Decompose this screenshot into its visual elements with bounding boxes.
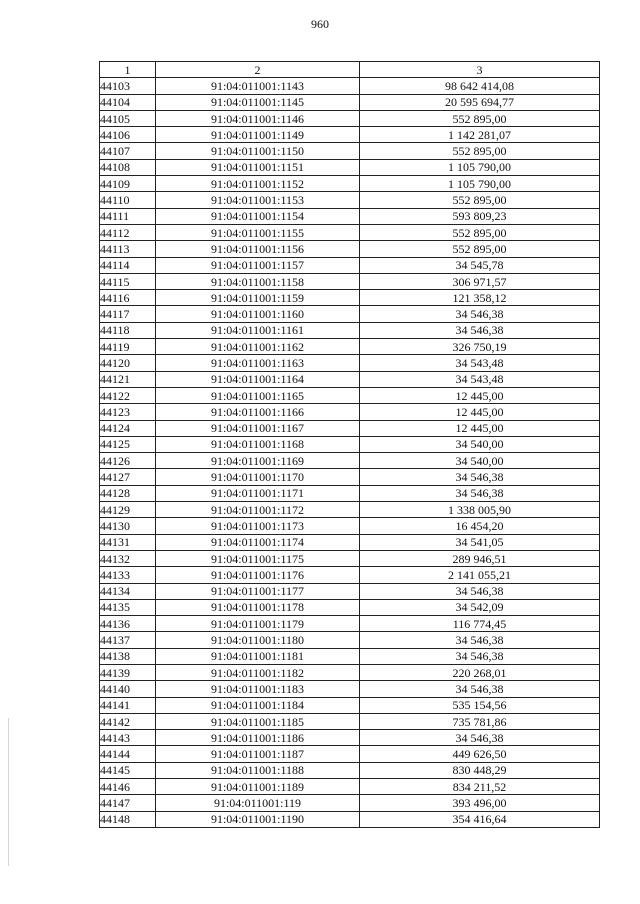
table-row [100,371,600,387]
table-row [100,762,600,778]
cadastral-number-cell: 91:04:011001:1169 [156,453,360,469]
amount-cell: 289 946,51 [360,550,600,566]
row-number-cell: 44111 [100,208,156,224]
table-row [100,697,600,713]
amount-cell: 535 154,56 [360,697,600,713]
table-row [100,127,600,143]
amount-cell: 34 540,00 [360,436,600,452]
column-header-3: 3 [360,62,600,78]
table-row [100,208,600,224]
amount-cell: 34 543,48 [360,355,600,371]
table-row [100,143,600,159]
row-number-cell: 44129 [100,502,156,518]
row-number-cell: 44122 [100,387,156,403]
amount-cell: 593 809,23 [360,208,600,224]
scan-margin-line [8,718,9,866]
table-row [100,648,600,664]
row-number-cell: 44116 [100,290,156,306]
amount-cell: 121 358,12 [360,290,600,306]
cadastral-number-cell: 91:04:011001:1184 [156,697,360,713]
row-number-cell: 44120 [100,355,156,371]
table-row [100,192,600,208]
row-number-cell: 44135 [100,599,156,615]
cadastral-number-cell: 91:04:011001:1183 [156,681,360,697]
row-number-cell: 44106 [100,127,156,143]
amount-cell: 34 545,78 [360,257,600,273]
amount-cell: 20 595 694,77 [360,94,600,110]
row-number-cell: 44125 [100,436,156,452]
cadastral-number-cell: 91:04:011001:1155 [156,224,360,240]
row-number-cell: 44139 [100,664,156,680]
row-number-cell: 44141 [100,697,156,713]
amount-cell: 16 454,20 [360,518,600,534]
amount-cell: 306 971,57 [360,273,600,289]
row-number-cell: 44121 [100,371,156,387]
amount-cell: 34 540,00 [360,453,600,469]
table-row [100,159,600,175]
table-row [100,290,600,306]
row-number-cell: 44138 [100,648,156,664]
amount-cell: 552 895,00 [360,224,600,240]
table-row [100,404,600,420]
table-row [100,110,600,126]
page-number: 960 [311,17,329,31]
table-row [100,681,600,697]
cadastral-number-cell: 91:04:011001:1160 [156,306,360,322]
cadastral-number-cell: 91:04:011001:1180 [156,632,360,648]
cadastral-number-cell: 91:04:011001:1186 [156,730,360,746]
cadastral-number-cell: 91:04:011001:1172 [156,502,360,518]
cadastral-number-cell: 91:04:011001:1162 [156,339,360,355]
row-number-cell: 44145 [100,762,156,778]
row-number-cell: 44105 [100,110,156,126]
cadastral-number-cell: 91:04:011001:1153 [156,192,360,208]
amount-cell: 449 626,50 [360,746,600,762]
cadastral-number-cell: 91:04:011001:1167 [156,420,360,436]
cadastral-number-cell: 91:04:011001:1157 [156,257,360,273]
cadastral-number-cell: 91:04:011001:1161 [156,322,360,338]
cadastral-number-cell: 91:04:011001:1170 [156,469,360,485]
cadastral-number-cell: 91:04:011001:1178 [156,599,360,615]
cadastral-number-cell: 91:04:011001:1143 [156,78,360,94]
table-row [100,583,600,599]
table-row [100,502,600,518]
table-row [100,339,600,355]
row-number-cell: 44128 [100,485,156,501]
row-number-cell: 44114 [100,257,156,273]
row-number-cell: 44113 [100,241,156,257]
table-row [100,518,600,534]
cadastral-number-cell: 91:04:011001:1158 [156,273,360,289]
row-number-cell: 44147 [100,795,156,811]
cadastral-number-cell: 91:04:011001:1166 [156,404,360,420]
cadastral-number-cell: 91:04:011001:1146 [156,110,360,126]
cadastral-number-cell: 91:04:011001:1187 [156,746,360,762]
row-number-cell: 44126 [100,453,156,469]
cadastral-number-cell: 91:04:011001:1156 [156,241,360,257]
cadastral-number-cell: 91:04:011001:1149 [156,127,360,143]
table-row [100,616,600,632]
table-row [100,713,600,729]
row-number-cell: 44140 [100,681,156,697]
amount-cell: 12 445,00 [360,420,600,436]
amount-cell: 34 546,38 [360,469,600,485]
amount-cell: 34 546,38 [360,485,600,501]
cadastral-number-cell: 91:04:011001:1185 [156,713,360,729]
row-number-cell: 44131 [100,534,156,550]
table-row [100,550,600,566]
table-row [100,811,600,827]
cadastral-number-cell: 91:04:011001:1145 [156,94,360,110]
row-number-cell: 44112 [100,224,156,240]
amount-cell: 834 211,52 [360,779,600,795]
row-number-cell: 44146 [100,779,156,795]
amount-cell: 34 546,38 [360,632,600,648]
amount-cell: 34 546,38 [360,306,600,322]
amount-cell: 116 774,45 [360,616,600,632]
table-row [100,730,600,746]
row-number-cell: 44148 [100,811,156,827]
amount-cell: 354 416,64 [360,811,600,827]
table-row [100,355,600,371]
amount-cell: 552 895,00 [360,143,600,159]
cadastral-number-cell: 91:04:011001:1165 [156,387,360,403]
cadastral-number-cell: 91:04:011001:1159 [156,290,360,306]
row-number-cell: 44107 [100,143,156,159]
amount-cell: 34 543,48 [360,371,600,387]
row-number-cell: 44115 [100,273,156,289]
cadastral-number-cell: 91:04:011001:1173 [156,518,360,534]
column-header-2: 2 [156,62,360,78]
amount-cell: 735 781,86 [360,713,600,729]
row-number-cell: 44127 [100,469,156,485]
header-row [100,62,600,78]
cadastral-number-cell: 91:04:011001:1179 [156,616,360,632]
table-row [100,273,600,289]
amount-cell: 34 546,38 [360,730,600,746]
table-row [100,534,600,550]
row-number-cell: 44143 [100,730,156,746]
cadastral-number-cell: 91:04:011001:1150 [156,143,360,159]
cadastral-number-cell: 91:04:011001:1175 [156,550,360,566]
amount-cell: 393 496,00 [360,795,600,811]
amount-cell: 552 895,00 [360,241,600,257]
table-row [100,746,600,762]
cadastral-number-cell: 91:04:011001:1163 [156,355,360,371]
row-number-cell: 44137 [100,632,156,648]
row-number-cell: 44136 [100,616,156,632]
cadastral-number-cell: 91:04:011001:1177 [156,583,360,599]
amount-cell: 34 546,38 [360,583,600,599]
cadastral-number-cell: 91:04:011001:1181 [156,648,360,664]
amount-cell: 34 546,38 [360,681,600,697]
amount-cell: 12 445,00 [360,387,600,403]
table-row [100,78,600,94]
row-number-cell: 44133 [100,567,156,583]
row-number-cell: 44117 [100,306,156,322]
table-row [100,322,600,338]
row-number-cell: 44109 [100,176,156,192]
amount-cell: 1 105 790,00 [360,159,600,175]
cadastral-number-cell: 91:04:011001:1182 [156,664,360,680]
row-number-cell: 44108 [100,159,156,175]
cadastral-number-cell: 91:04:011001:1174 [156,534,360,550]
row-number-cell: 44118 [100,322,156,338]
amount-cell: 12 445,00 [360,404,600,420]
table-row [100,241,600,257]
amount-cell: 1 142 281,07 [360,127,600,143]
amount-cell: 34 541,05 [360,534,600,550]
table-row [100,779,600,795]
data-table [99,61,600,828]
table-row [100,469,600,485]
cadastral-number-cell: 91:04:011001:1171 [156,485,360,501]
amount-cell: 2 141 055,21 [360,567,600,583]
amount-cell: 220 268,01 [360,664,600,680]
table-body [100,78,600,828]
amount-cell: 326 750,19 [360,339,600,355]
table-row [100,224,600,240]
table-row [100,257,600,273]
table-row [100,453,600,469]
amount-cell: 1 338 005,90 [360,502,600,518]
cadastral-number-cell: 91:04:011001:1168 [156,436,360,452]
row-number-cell: 44134 [100,583,156,599]
table-row [100,485,600,501]
table-row [100,176,600,192]
amount-cell: 830 448,29 [360,762,600,778]
row-number-cell: 44144 [100,746,156,762]
table-row [100,632,600,648]
table-row [100,387,600,403]
cadastral-number-cell: 91:04:011001:1152 [156,176,360,192]
table-row [100,664,600,680]
table-row [100,306,600,322]
cadastral-number-cell: 91:04:011001:1164 [156,371,360,387]
amount-cell: 98 642 414,08 [360,78,600,94]
table-row [100,599,600,615]
table-row [100,795,600,811]
row-number-cell: 44119 [100,339,156,355]
table-row [100,436,600,452]
row-number-cell: 44123 [100,404,156,420]
table-row [100,420,600,436]
table-row [100,567,600,583]
amount-cell: 34 542,09 [360,599,600,615]
cadastral-number-cell: 91:04:011001:1190 [156,811,360,827]
row-number-cell: 44132 [100,550,156,566]
row-number-cell: 44104 [100,94,156,110]
cadastral-number-cell: 91:04:011001:1176 [156,567,360,583]
amount-cell: 1 105 790,00 [360,176,600,192]
cadastral-number-cell: 91:04:011001:1151 [156,159,360,175]
amount-cell: 552 895,00 [360,192,600,208]
cadastral-number-cell: 91:04:011001:1188 [156,762,360,778]
amount-cell: 34 546,38 [360,648,600,664]
cadastral-number-cell: 91:04:011001:119 [156,795,360,811]
row-number-cell: 44124 [100,420,156,436]
row-number-cell: 44142 [100,713,156,729]
table-row [100,94,600,110]
cadastral-number-cell: 91:04:011001:1154 [156,208,360,224]
row-number-cell: 44110 [100,192,156,208]
amount-cell: 552 895,00 [360,110,600,126]
cadastral-number-cell: 91:04:011001:1189 [156,779,360,795]
row-number-cell: 44103 [100,78,156,94]
row-number-cell: 44130 [100,518,156,534]
column-header-1: 1 [100,62,156,78]
amount-cell: 34 546,38 [360,322,600,338]
